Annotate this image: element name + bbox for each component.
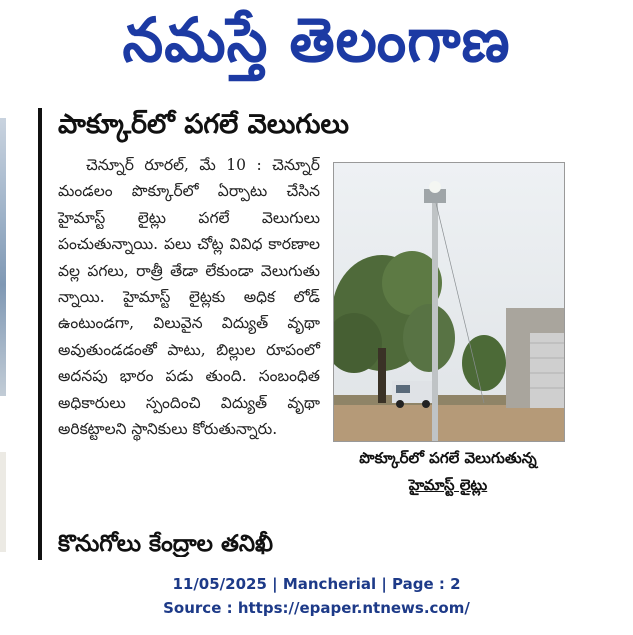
article-body: చెన్నూర్ రూరల్, మే 10 : చెన్నూర్ మండలం పొక్కూర్‌లో ఏర్పాటు చేసిన హైమాస్ట్ లైట్లు పగలే వెలుగులు పంచుతున్నాయి. పలు చోట్ల వివిధ కారణాల వల్ల పగలు, రాత్రీ తేడా లేకుండా వెలుగుతు న్నాయి. హైమాస్ట్ లైట్లకు అధిక లోడ్ ఉంటుండగా, విలువైన విద్యుత్ వృథా అవుతుండడంతో పాటు, బిల్లుల రూపంలో అదనపు భారం పడు తుంది. సంబంధిత అధికారులు స్పందించి విద్యుత్ వృథా అరికట్టాలని స్థానికులు కోరుతున్నారు. [58,156,320,439]
article-photo [333,162,565,442]
footer-meta: 11/05/2025 | Mancherial | Page : 2 [172,575,461,593]
adjacent-photo-edge [0,118,6,396]
column-divider [38,108,42,560]
photo-caption-line1: పొక్కూర్‌లో పగలే వెలుగుతున్న [359,449,537,467]
masthead-title: నమస్తే తెలంగాణ [122,4,511,76]
next-article-headline: కొనుగోలు కేంద్రాల తనిఖీ [58,531,274,557]
highmast-light-photo [334,163,564,441]
photo-caption-line2: హైమాస్ట్ లైట్లు [408,476,488,494]
epaper-footer [0,560,633,635]
footer-source: Source : https://epaper.ntnews.com/ [163,599,470,617]
article-headline: పాక్కూర్‌లో పగలే వెలుగులు [58,109,349,140]
photo-caption [333,445,563,499]
adjacent-column-edge [0,452,6,552]
newspaper-masthead [0,0,633,80]
